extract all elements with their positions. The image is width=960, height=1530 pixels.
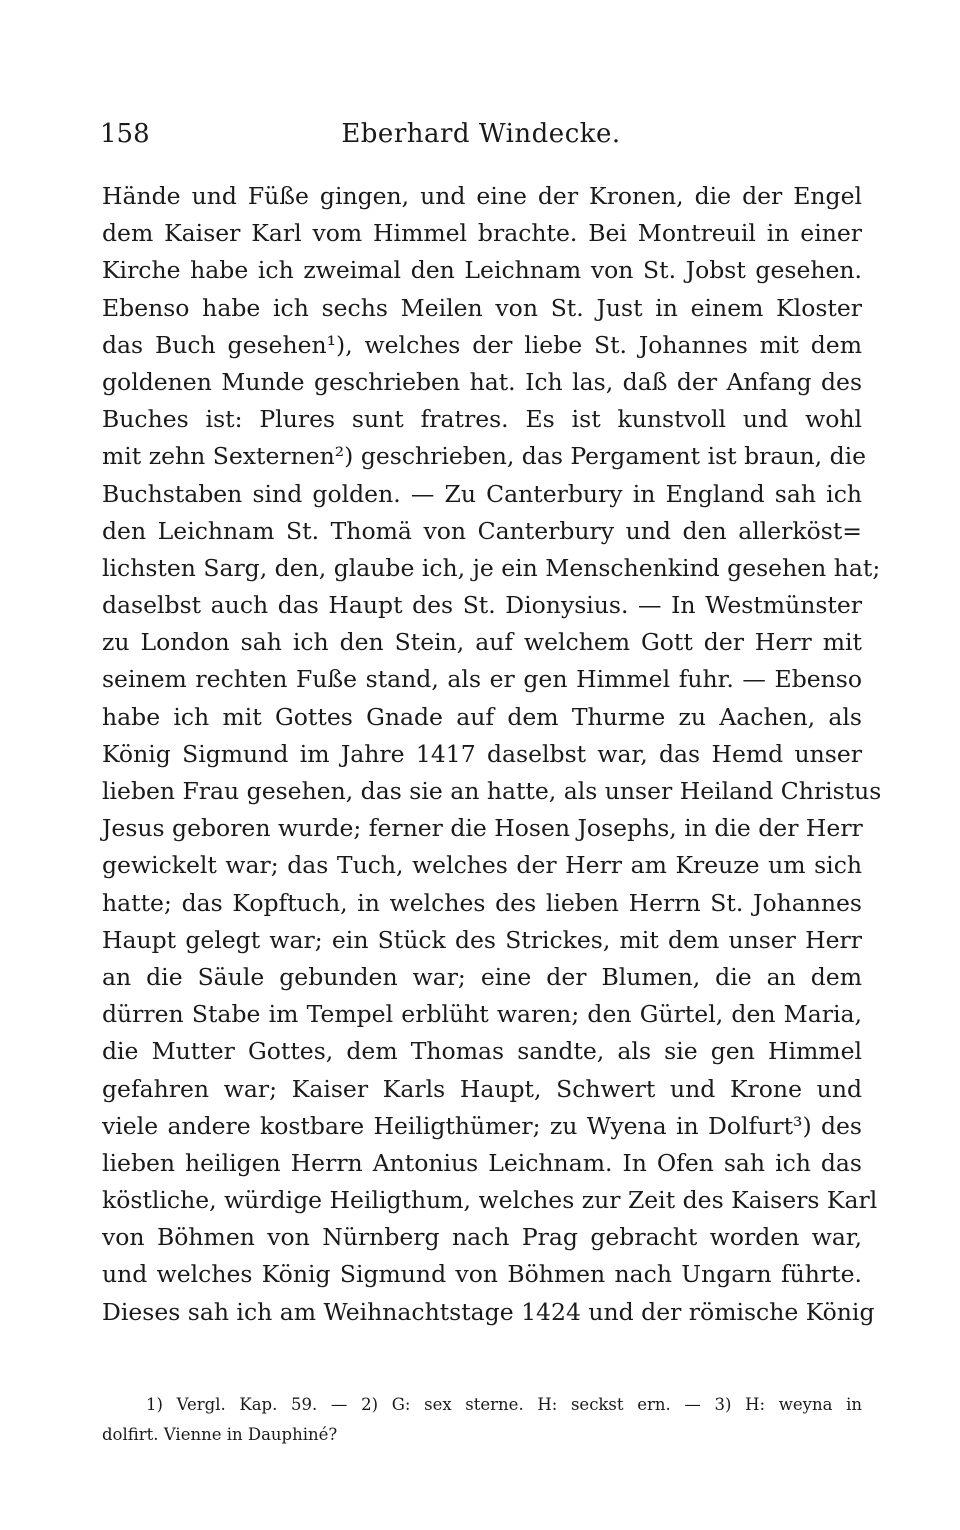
text-line: hatte; das Kopftuch, in welches des lieben Herrn St. Johannes bbox=[102, 888, 862, 917]
text-line: von Böhmen von Nürnberg nach Prag gebracht worden war, bbox=[102, 1223, 862, 1252]
text-line: die Mutter Gottes, dem Thomas sandte, als sie gen Himmel bbox=[102, 1037, 862, 1066]
text-line: gewickelt war; das Tuch, welches der Herr am Kreuze um sich bbox=[102, 851, 862, 880]
text-line: habe ich mit Gottes Gnade auf dem Thurme zu Aachen, als bbox=[102, 702, 862, 731]
text-line: seinem rechten Fuße stand, als er gen Himmel fuhr. — Ebenso bbox=[102, 665, 862, 694]
text-line: Buches ist: Plures sunt fratres. Es ist kunstvoll und wohl bbox=[102, 405, 862, 434]
running-head bbox=[100, 112, 862, 156]
footnote-line: dolfirt. Vienne in Dauphiné? bbox=[102, 1425, 338, 1444]
text-line: zu London sah ich den Stein, auf welchem Gott der Herr mit bbox=[102, 628, 862, 657]
body-text bbox=[102, 178, 882, 1331]
text-line: gefahren war; Kaiser Karls Haupt, Schwert und Krone und bbox=[102, 1074, 862, 1103]
text-line: Ebenso habe ich sechs Meilen von St. Just in einem Kloster bbox=[102, 293, 862, 322]
text-line: lieben Frau gesehen, das sie an hatte, als unser Heiland Christus bbox=[102, 777, 882, 805]
text-line: goldenen Munde geschrieben hat. Ich las, daß der Anfang des bbox=[102, 367, 862, 396]
text-line: viele andere kostbare Heiligthümer; zu Wyena in Dolfurt³) des bbox=[102, 1111, 862, 1140]
text-line: dem Kaiser Karl vom Himmel brachte. Bei Montreuil in einer bbox=[102, 219, 862, 248]
text-line: Hände und Füße gingen, und eine der Kronen, die der Engel bbox=[102, 182, 862, 210]
text-line: das Buch gesehen¹), welches der liebe St. Johannes mit dem bbox=[102, 330, 862, 359]
text-line: lichsten Sarg, den, glaube ich, je ein Menschenkind gesehen hat; bbox=[102, 553, 881, 582]
text-line: lieben heiligen Herrn Antonius Leichnam. In Ofen sah ich das bbox=[102, 1148, 862, 1177]
text-line: mit zehn Sexternen²) geschrieben, das Pergament ist braun, die bbox=[102, 442, 867, 471]
text-line: köstliche, würdige Heiligthum, welches zur Zeit des Kaisers Karl bbox=[102, 1186, 878, 1215]
text-line: an die Säule gebunden war; eine der Blumen, die an dem bbox=[102, 962, 862, 991]
text-line: Buchstaben sind golden. — Zu Canterbury in England sah ich bbox=[102, 479, 862, 508]
text-line: Dieses sah ich am Weihnachtstage 1424 und der römische König bbox=[102, 1297, 875, 1326]
text-line: Jesus geboren wurde; ferner die Hosen Josephs, in die der Herr bbox=[102, 814, 863, 843]
footnote-line: 1) Vergl. Kap. 59. — 2) G: sex sterne. H: seckst ern. — 3) H: weyna in bbox=[146, 1395, 862, 1414]
text-line: Kirche habe ich zweimal den Leichnam von St. Jobst gesehen. bbox=[102, 256, 862, 285]
footnotes bbox=[102, 1390, 862, 1450]
text-line: den Leichnam St. Thomä von Canterbury und den allerköst= bbox=[102, 516, 862, 545]
running-title: Eberhard Windecke. bbox=[341, 119, 621, 149]
page-number: 158 bbox=[100, 119, 150, 149]
text-line: König Sigmund im Jahre 1417 daselbst war, das Hemd unser bbox=[102, 739, 862, 768]
text-line: daselbst auch das Haupt des St. Dionysius. — In Westmünster bbox=[102, 591, 862, 620]
text-line: dürren Stabe im Tempel erblüht waren; den Gürtel, den Maria, bbox=[102, 1000, 862, 1029]
text-line: und welches König Sigmund von Böhmen nach Ungarn führte. bbox=[102, 1260, 862, 1289]
text-line: Haupt gelegt war; ein Stück des Strickes, mit dem unser Herr bbox=[102, 925, 862, 954]
